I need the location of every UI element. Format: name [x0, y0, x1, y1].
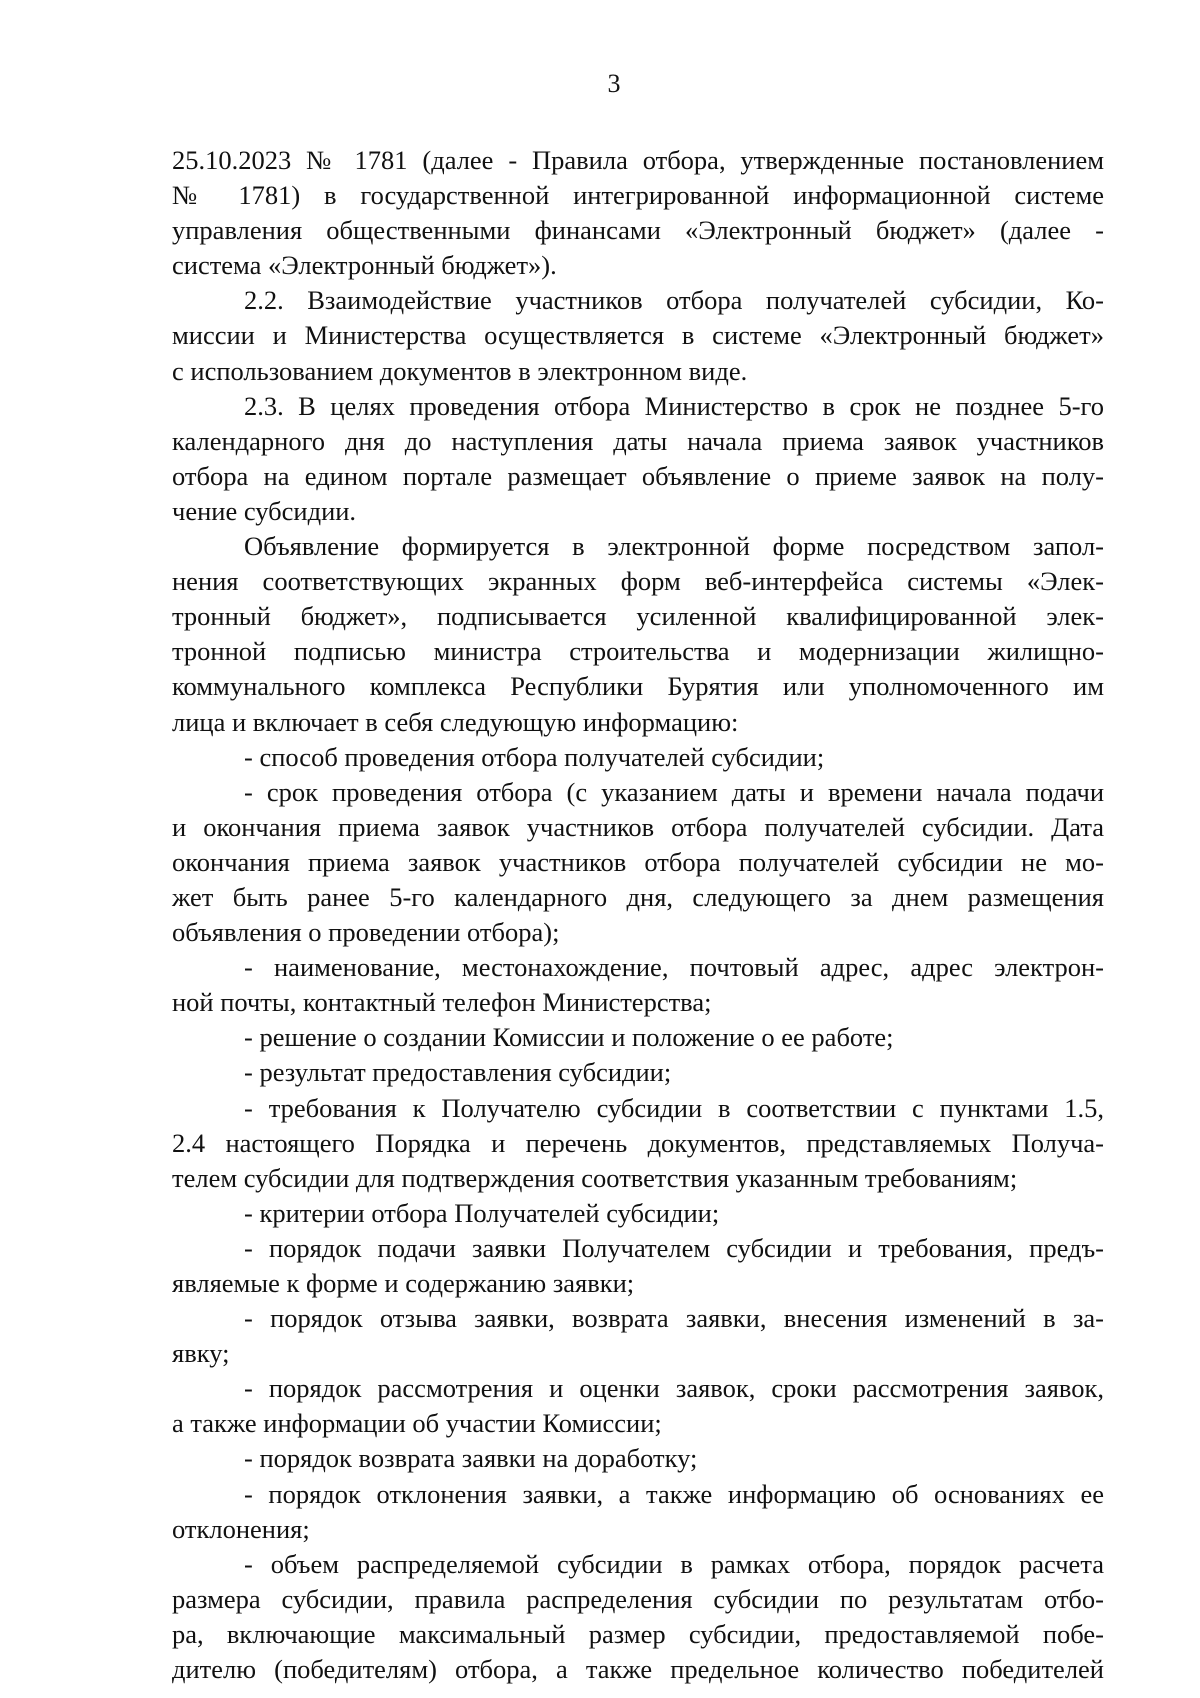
- text-line: - наименование, местонахождение, почтовый адрес, адрес электрон-: [244, 952, 1104, 983]
- text-line: управления общественными финансами «Электронный бюджет» (далее -: [172, 215, 1104, 246]
- text-line: - решение о создании Комиссии и положение о ее работе;: [244, 1022, 894, 1053]
- text-line: - срок проведения отбора (с указанием даты и времени начала подачи: [244, 776, 1104, 807]
- text-line: окончания приема заявок участников отбора получателей субсидии не мо-: [172, 846, 1104, 877]
- text-line: - порядок отклонения заявки, а также информацию об основаниях ее: [244, 1478, 1104, 1509]
- text-line: ра, включающие максимальный размер субсидии, предоставляемой побе-: [172, 1618, 1104, 1649]
- text-line: отбора на едином портале размещает объявление о приеме заявок на полу-: [172, 460, 1104, 491]
- text-line: а также информации об участии Комиссии;: [172, 1408, 662, 1439]
- text-line: миссии и Министерства осуществляется в системе «Электронный бюджет»: [172, 320, 1104, 351]
- text-line: чение субсидии.: [172, 495, 357, 526]
- text-line: явку;: [172, 1338, 230, 1369]
- text-line: 25.10.2023 № 1781 (далее - Правила отбора, утвержденные постановлением: [172, 145, 1104, 175]
- document-body: [172, 143, 1104, 1687]
- text-line: - критерии отбора Получателей субсидии;: [244, 1197, 720, 1228]
- text-line: - порядок подачи заявки Получателем субсидии и требования, предъ-: [244, 1232, 1104, 1263]
- text-line: система «Электронный бюджет»).: [172, 250, 557, 281]
- text-line: 2.2. Взаимодействие участников отбора получателей субсидии, Ко-: [244, 285, 1104, 316]
- text-line: 2.3. В целях проведения отбора Министерство в срок не позднее 5-го: [244, 390, 1104, 421]
- text-line: - порядок возврата заявки на доработку;: [244, 1443, 698, 1474]
- text-line: жет быть ранее 5-го календарного дня, следующего за днем размещения: [172, 881, 1104, 912]
- text-line: лица и включает в себя следующую информацию:: [172, 706, 739, 737]
- text-line: тронной подписью министра строительства и модернизации жилищно-: [172, 636, 1104, 667]
- text-line: Объявление формируется в электронной форме посредством запол-: [244, 531, 1104, 562]
- text-line: - порядок рассмотрения и оценки заявок, сроки рассмотрения заявок,: [244, 1373, 1104, 1404]
- text-line: - порядок отзыва заявки, возврата заявки, внесения изменений в за-: [244, 1303, 1104, 1334]
- text-line: нения соответствующих экранных форм веб-интерфейса системы «Элек-: [172, 566, 1104, 597]
- text-line: телем субсидии для подтверждения соответствия указанным требованиям;: [172, 1162, 1018, 1193]
- text-line: являемые к форме и содержанию заявки;: [172, 1268, 635, 1298]
- text-line: размера субсидии, правила распределения субсидии по результатам отбо-: [172, 1583, 1104, 1614]
- text-line: коммунального комплекса Республики Бурятия или уполномоченного им: [172, 671, 1104, 702]
- text-line: дителю (победителям) отбора, а также предельное количество победителей: [172, 1654, 1104, 1685]
- text-line: - результат предоставления субсидии;: [244, 1057, 672, 1088]
- text-line: - способ проведения отбора получателей субсидии;: [244, 741, 825, 772]
- text-line: - требования к Получателю субсидии в соответствии с пунктами 1.5,: [244, 1092, 1104, 1123]
- text-line: календарного дня до наступления даты начала приема заявок участников: [172, 425, 1104, 456]
- text-line: и окончания приема заявок участников отбора получателей субсидии. Дата: [172, 811, 1104, 842]
- text-line: с использованием документов в электронном виде.: [172, 355, 748, 386]
- text-line: 2.4 настоящего Порядка и перечень документов, представляемых Получа-: [172, 1127, 1104, 1158]
- page-number: 3: [607, 69, 621, 98]
- text-line: отклонения;: [172, 1513, 310, 1544]
- text-line: - объем распределяемой субсидии в рамках отбора, порядок расчета: [244, 1548, 1104, 1579]
- text-line: объявления о проведении отбора);: [172, 917, 560, 948]
- text-line: тронный бюджет», подписывается усиленной квалифицированной элек-: [172, 601, 1104, 632]
- text-line: ной почты, контактный телефон Министерства;: [172, 987, 712, 1018]
- text-line: № 1781) в государственной интегрированной информационной системе: [172, 180, 1104, 211]
